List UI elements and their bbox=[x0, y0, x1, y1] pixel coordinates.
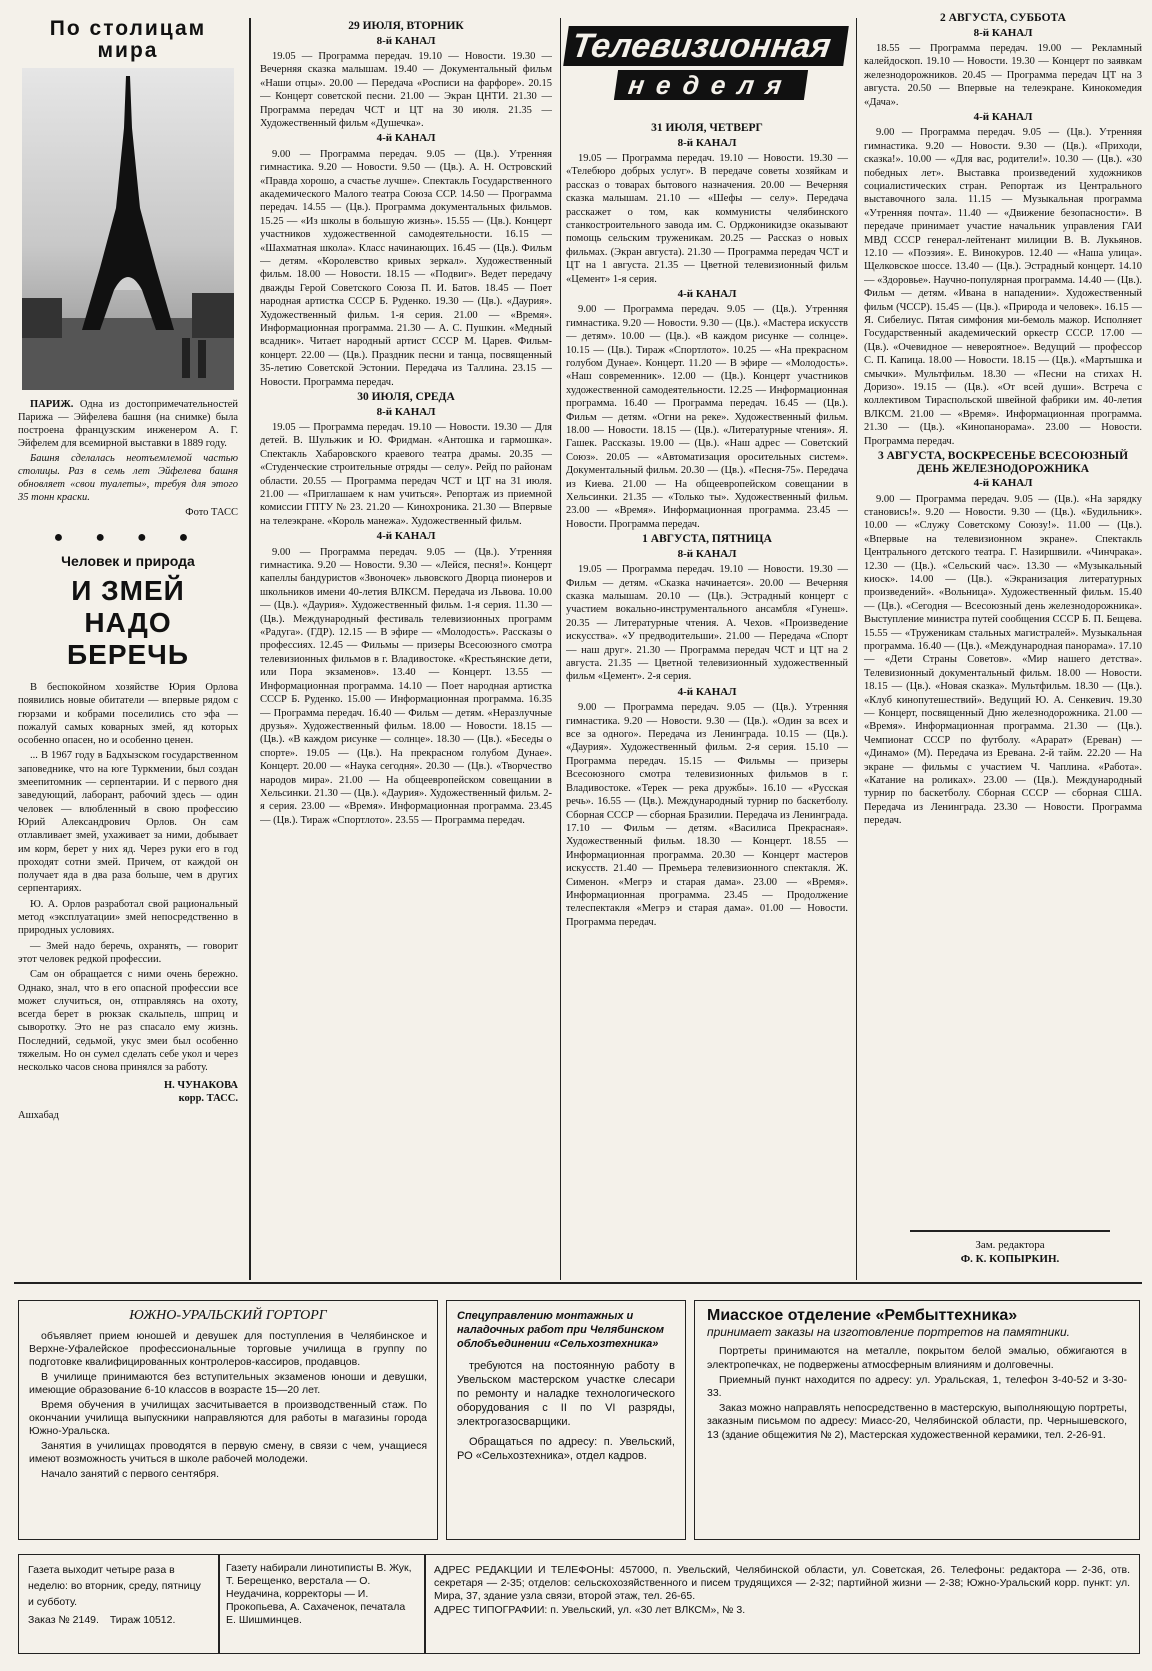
article-paragraph: Сам он обращается с ними очень бережно. Однако, знал, что в его опасной профессии все может случиться, он, отправляясь на охоту, всегда берет в рюкзак скальпель, шприц и сыворотку. Это не раз спасало ему жизнь. Последний, седьмой, укус змеи был особенно тяжелым. Но он сумел сделать себе укол и через несколько часов снова принялся за работу. bbox=[18, 969, 238, 1074]
print-run: Тираж 10512. bbox=[109, 1614, 176, 1626]
program-listing: 19.05 — Программа передач. 19.10 — Новости. 19.30 — Фильм — детям. «Сказка начинается». 20.00 — Вечерняя сказка малышам. 20.10 — (Цв.). Эстрадный концерт с участием вокально-инструментального ансамбля «Гунеш». 20.35 — Литературные чтения. А. Чехов. «Произведение искусства». «У предводительши». 21.00 — Передача «Спорт — наш друг». 21.30 — Программа передач ЧСТ и ЦТ на 2 августа. 21.35 — Цветной телевизионный художественный фильм «Цемент». 2-я серия. bbox=[566, 564, 848, 683]
tv-logo-line2: неделя bbox=[614, 70, 808, 100]
article-author: Н. ЧУНАКОВА bbox=[163, 1079, 238, 1091]
left-column bbox=[18, 18, 238, 1280]
program-listing: 9.00 — Программа передач. 9.05 — (Цв.). Утренняя гимнастика. 9.20 — Новости. 9.30 — (Цв.). «Приходи, сказка!». 10.00 — «Для вас, родители!». 10.30 — (Цв.). «30 победных лет». Выставка произведений художников социалистических стран. Репортаж из Центрального выставочного зала. 11.15 — Музыкальная программа «Утренняя почта». 11.40 — «Движение безопасности». В передаче принимает участие начальник управления ГАИ МВД СССР генерал-лейтенант милиции В. В. Лукьянов. 12.10 — «Поэзия». Е. Винокуров. 12.40 — «Наша улица». Щелковское шоссе. 13.40 — (Цв.). Эстрадный концерт. 14.10 — «Здоровье». Научно-популярная программа. 14.40 — (Цв.). Фильм — детям. «Ивана в нападении». Художественный фильм (ЧССР). 15.45 — (Цв.). «Природа и человек». 16.15 — Я. Сибелиус. Пятая симфония ми-бемоль мажор. Исполняет Государственный академический оркестр СССР. 17.00 — (Цв.). «Очевидное — невероятное». Ведущий — профессор С. П. Капица. 18.00 — Новости. 18.15 — (Цв.). «Мартышка и смычки». Мультфильм. 18.30 — «Песни на стихах Н. Доризо». 19.15 — (Цв.). «От всей души». Встреча с коллективом Тираспольской швейной фабрики им. 40-летия ВЛКСМ. 21.00 — «Время». Информационная программа. 21.30 — (Цв.). «Кинопанорама». 23.00 — Новости. Программа передач. bbox=[864, 127, 1142, 447]
channel-header: 4-й КАНАЛ bbox=[376, 132, 436, 145]
rubric: Человек и природа bbox=[61, 553, 195, 569]
page-divider bbox=[14, 1282, 1142, 1284]
column-divider bbox=[856, 18, 857, 1280]
ad-title: ЮЖНО-УРАЛЬСКИЙ ГОРТОРГ bbox=[129, 1308, 327, 1323]
day-header: 29 ИЮЛЯ, ВТОРНИК bbox=[348, 20, 464, 32]
channel-header: 8-й КАНАЛ bbox=[677, 136, 737, 149]
ad-paragraph: Занятия в училищах проводятся в первую смену, в связи с чем, учащиеся имеют возможность учиться в школе рабочей молодежи. bbox=[29, 1440, 427, 1465]
footer-staff bbox=[226, 1562, 416, 1650]
column-divider bbox=[560, 18, 561, 1280]
channel-header: 4-й КАНАЛ bbox=[677, 287, 737, 300]
ad-paragraph: Начало занятий с первого сентября. bbox=[41, 1468, 220, 1480]
day-header: 30 ИЮЛЯ, СРЕДА bbox=[357, 391, 455, 404]
program-listing: 9.00 — Программа передач. 9.05 — (Цв.). Утренняя гимнастика. 9.20 — Новости. 9.30 — (Цв.). «Один за всех и все за одного». Передача из Ленинграда. 10.15 — (Цв.). «Даурия». Художественный фильм. 2-я серия. 15.10 — Программа передач. 15.15 — Фильмы — призеры Всесоюзного смотра телевизионных фильмов в г. Владивостоке. «Терек — река дружбы». 16.10 — «Русская речь». 16.55 — (Цв.). Международный турнир по баскетболу. Сборная СССР — сборная Бразилии. Передача из Ленинграда. 17.10 — Фильм — детям. «Василиса Прекрасная». Художественный фильм. 18.30 — Концерт. 18.55 — Информационная программа. 20.30 — Концерт мастеров искусств. 21.40 — Премьера телевизионного спектакля. Ж. Сименон. «Мегрэ и старая дама». 23.00 — «Время». Информационная программа. 23.45 — Продолжение телеспектакля «Мегрэ и старая дама». 01.00 — Новости. Программа передач. bbox=[566, 702, 848, 928]
ad-paragraph: Портреты принимаются на металле, покрытом белой эмалью, обжигаются в электропечках, не подвержены атмосферным влияниям и долговечны. bbox=[707, 1345, 1127, 1371]
eiffel-tower-photo bbox=[22, 68, 234, 390]
channel-header: 8-й КАНАЛ bbox=[677, 547, 737, 560]
ad-paragraph: Обращаться по адресу: п. Увельский, РО «Сельхозтехника», отдел кадров. bbox=[457, 1436, 675, 1462]
day-header: 1 АВГУСТА, ПЯТНИЦА bbox=[642, 533, 772, 546]
ad-gorgtorg bbox=[18, 1300, 438, 1540]
program-listing: 18.55 — Программа передач. 19.00 — Рекламный калейдоскоп. 19.10 — Новости. 19.30 — Концерт по заявкам железнодорожников. 20.45 — Программа передач ЦТ на 3 августа. 20.50 — Впервые на телеэкране. Кинокомедия «Дача». bbox=[864, 42, 1142, 108]
channel-header: 8-й КАНАЛ bbox=[376, 34, 436, 47]
day-header: 3 АВГУСТА, ВОСКРЕСЕНЬЕ ВСЕСОЮЗНЫЙ ДЕНЬ ЖЕЛЕЗНОДОРОЖНИКА bbox=[877, 450, 1129, 475]
ad-title: Миасское отделение «Рембыттехника» bbox=[707, 1307, 1018, 1324]
photo-credit: Фото ТАСС bbox=[185, 507, 238, 518]
article-paragraph: Ю. А. Орлов разработал свой рациональный метод «эксплуатации» змей непосредственно в природных условиях. bbox=[18, 898, 238, 937]
headline: И ЗМЕЙ НАДО БЕРЕЧЬ bbox=[67, 575, 189, 670]
program-listing: 9.00 — Программа передач. 9.05 — (Цв.). Утренняя гимнастика. 9.20 — Новости. 9.30 — «Лейся, песня!». Концерт капеллы бандуристов «Звоночек» львовского Дворца пионеров и школьников имени 40-летия ВЛКСМ. Передача из Львова. 10.00 — (Цв.). «Даурия». Художественный фильм. 1-я серия. 11.30 — (Цв.). Международный фестиваль телевизионных программ «Радуга». (ГДР). 12.15 — В эфире — «Молодость». Рассказы о профессиях. 12.45 — Фильмы — призеры Всесоюзного смотра телевизионных фильмов в г. Владивостоке. «Крестьянские дети, или Пора экзаменов». 13.40 — Концерт. 13.55 — Информационная программа. 14.10 — Поет народная артистка СССР Б. Руденко. 15.00 — Информационная программа. 16.35 — Программа передач. 16.40 — Фильм — детям. «Неразлучные друзья». Художественный фильм. 18.00 — Новости. 18.15 — (Цв.). «В каждом рисунке — солнце». 18.30 — (Цв.). «Беседы о спорте». 19.05 — (Цв.). На прекрасном голубом Дунае». Концерт. 20.00 — «Наука сегодня». 20.30 — (Цв.). «Творчество народов мира». 21.00 — На общеевропейском совещании в Хельсинки. 21.30 — (Цв.). «Даурия». Художественный фильм. 2-я серия. 23.00 — «Время». Информационная программа. 23.45 — (Цв.). Тираж «Спортлото». 23.55 — Программа передач. bbox=[260, 546, 552, 826]
channel-header: 8-й КАНАЛ bbox=[973, 26, 1033, 39]
printing-address: АДРЕС ТИПОГРАФИИ: п. Увельский, ул. «30 лет ВЛКСМ», № 3. bbox=[434, 1604, 746, 1617]
caption-bold: ПАРИЖ. bbox=[30, 399, 74, 410]
article-body bbox=[18, 681, 238, 1123]
eiffel-tower-icon bbox=[22, 68, 234, 390]
footer-divider bbox=[424, 1554, 426, 1654]
footer-order-line bbox=[28, 1612, 208, 1628]
ad-paragraph: требуются на постоянную работу в Увельском мастерском участке слесари по ремонту и наладке технологического оборудования с II по VI разряды, электрогазосварщики. bbox=[457, 1360, 675, 1428]
ad-spets bbox=[446, 1300, 686, 1540]
editor-rule bbox=[910, 1230, 1110, 1232]
caption-text: Одна из достопримечательностей Парижа — Эйфелева башня (на снимке) была построена французским инженером А. Г. Эйфелем для всемирной выставки в 1889 году. bbox=[18, 399, 238, 449]
editor-name: Ф. К. КОПЫРКИН. bbox=[960, 1253, 1060, 1265]
footer-frequency bbox=[28, 1562, 208, 1650]
editorial-address: АДРЕС РЕДАКЦИИ И ТЕЛЕФОНЫ: 457000, п. Увельский, Челябинской области, ул. Советская, 26. Телефоны: редактора — 2-36, отв. секретаря — 2-35; отделов: сельскохозяйственного и писем трудящихся — 2-32; партийной жизни — 2-38; Южно-Уральский корр. пункт: ул. Мира, 37, здание узла связи, второй этаж, тел. 26-65. bbox=[434, 1564, 1130, 1602]
column-divider bbox=[249, 18, 251, 1280]
channel-header: 4-й КАНАЛ bbox=[973, 110, 1033, 123]
frequency-text: Газета выходит четыре раза в неделю: во вторник, среду, пятницу и субботу. bbox=[28, 1564, 201, 1608]
article-paragraph: В беспокойном хозяйстве Юрия Орлова появились новые обитатели — впервые рядом с гюрзами и кобрами поселились сто эфа — пожалуй самых коварных змей, яд которых особенно опасен, но и особенно ценен. bbox=[18, 682, 238, 747]
program-listing: 19.05 — Программа передач. 19.10 — Новости. 19.30 — «Телебюро добрых услуг». В передаче советы хозяйкам и рассказ о товарах бытового назначения. 20.00 — Вечерняя сказка малышам. 21.10 — «Шефы — селу». Передача расскажет о том, как коммунисты челябинского станкостроительного завода им. С. Орджоникидзе оказывают помощь сельским труженикам. 20.25 — Рассказ о новых фильмах. (Экран августа). 21.30 — Программа передач ЧСТ и ЦТ на 1 августа. 21.35 — Цветной телевизионный фильм «Цемент» 1-я серия. bbox=[566, 152, 848, 285]
tv-logo bbox=[566, 26, 846, 104]
article-place: Ашхабад bbox=[18, 1110, 59, 1122]
ad-paragraph: Приемный пункт находится по адресу: ул. Уральская, 1, телефон 3-40-52 и 3-30-33. bbox=[707, 1373, 1127, 1400]
editor-role: Зам. редактора bbox=[975, 1239, 1045, 1251]
footer-address bbox=[434, 1564, 1130, 1650]
ad-paragraph: В училище принимаются без вступительных экзаменов юноши и девушки, имеющие образование 6-10 классов в возрасте 15—20 лет. bbox=[29, 1371, 427, 1396]
ad-rembyt bbox=[694, 1300, 1140, 1540]
tv-column-4 bbox=[864, 10, 1142, 1225]
tv-column-3 bbox=[566, 120, 848, 1280]
section-heading: По столицам мира bbox=[49, 17, 207, 62]
photo-caption bbox=[18, 398, 238, 519]
ad-paragraph: Заказ можно направлять непосредственно в мастерскую, выполняющую портреты, заказным письмом по адресу: Миасс-20, Челябинской области, пр. Чернышевского, 13 (здание общежития № 2), Мастерская художественной керамики, тел. 2-26-91. bbox=[707, 1402, 1127, 1441]
channel-header: 4-й КАНАЛ bbox=[376, 530, 436, 543]
article-paragraph: — Змей надо беречь, охранять, — говорит этот человек редкой профессии. bbox=[18, 940, 238, 965]
tv-column-2 bbox=[260, 18, 552, 1280]
editor-block bbox=[890, 1230, 1130, 1266]
tv-logo-line1: Телевизионная bbox=[563, 26, 849, 66]
program-listing: 19.05 — Программа передач. 19.10 — Новости. 19.30 — Для детей. В. Шульжик и Ю. Фридман. «Антошка и гармошка». Спектакль Хабаровского краевого театра драмы. 20.35 — «Студенческие строительные отряды — селу». Рейд по районам области. 20.55 — Программа передач ЧСТ и ЦТ на 31 июля. 21.00 — «Приглашаем к нам учиться». Репортаж из приемной комиссии ГПТУ № 23. 21.20 — Кинохроника. 21.30 — Впервые на телеэкране. «Король манежа». Художественный фильм. bbox=[260, 421, 552, 527]
channel-header: 4-й КАНАЛ bbox=[677, 685, 737, 698]
program-listing: 9.00 — Программа передач. 9.05 — (Цв.). Утренняя гимнастика. 9.20 — Новости. 9.50 — (Цв.). А. Н. Островский «Правда хорошо, а счастье лучше». Спектакль Государственного академического Малого театра Союза ССР. 14.50 — Программа передач. 14.55 — (Цв.). Программа документальных фильмов. 15.25 — «Из школы в большую жизнь». 15.55 — (Цв.). Концерт участников художественной самодеятельности. 16.15 — «Шахматная школа». Класс начинающих. 16.45 — (Цв.). Фильм — детям. «Королевство кривых зеркал». Художественный фильм. 18.00 — Новости. 18.15 — «Подвиг». Ведет передачу дважды Герой Советского Союза П. И. Батов. 18.45 — Поет народная артистка СССР Б. Руденко. 19.30 — (Цв.). «Даурия». Художественный фильм. 1-я серия. 21.00 — «Время». Информационная программа. 21.30 — А. С. Пушкин. «Медный всадник». Читает народный артист СССР М. Царев. Фильм-концерт. 22.00 — (Цв.). Праздник песни и танца, посвященный 35-летию Советской Эстонии. Передача из Таллина. 23.15 — Новости. Программа передач. bbox=[260, 148, 552, 388]
program-listing: 9.00 — Программа передач. 9.05 — (Цв.). Утренняя гимнастика. 9.20 — Новости. 9.30 — (Цв.). «Мастера искусств — детям». 10.00 — (Цв.). «В каждом рисунке — солнце». 10.15 — (Цв.). Тираж «Спортлото». 10.25 — «На прекрасном голубом Дунае». Концерт. 11.20 — В эфире — «Молодость». «Наш современник». 12.00 — (Цв.). Концерт участников художественной самодеятельности. 12.25 — Информационная программа. 16.40 — Программа передач. 16.45 — (Цв.). Фильм — детям. «Огни на реке». Художественный фильм. 18.00 — Новости. 18.15 — (Цв.). «Литературные чтения». Я. Гашек. Рассказы. 19.00 — (Цв.). «Наш адрес — Советский Союз». 20.05 — «Автоматизация оросительных систем». Документальный фильм. 20.30 — (Цв.). «Песня-75». Передача из Киева. 21.00 — На общеевропейском совещании в Хельсинки. 21.35 — «Только ты». Художественный фильм. 23.00 — «Время». Информационная программа. 23.45 — Новости. Программа передач. bbox=[566, 304, 848, 530]
order-number: Заказ № 2149. bbox=[28, 1614, 99, 1626]
article-author-role: корр. ТАСС. bbox=[178, 1092, 238, 1104]
ad-subtitle: принимает заказы на изготовление портретов на памятники. bbox=[707, 1325, 1071, 1340]
program-listing: 19.05 — Программа передач. 19.10 — Новости. 19.30 — Вечерняя сказка малышам. 19.40 — Документальный фильм «Наши отцы». 20.00 — Передача «Росписи на фарфоре». 20.15 — Концерт советской песни. 21.00 — Экран ЦНТИ. 21.30 — Программа передач ЧСТ и ЦТ на 30 июля. 21.35 — Художественный фильм «Душечка». bbox=[260, 50, 552, 129]
ad-paragraph: объявляет прием юношей и девушек для поступления в Челябинское и Верхне-Уфалейское профессиональные торговые училища в группу по подготовке квалифицированных контролеров-кассиров, продавцов. bbox=[29, 1330, 427, 1368]
ad-title: Спецуправлению монтажных и наладочных работ при Челябинском облобъединении «Сельхозтехника» bbox=[457, 1310, 664, 1350]
ad-paragraph: Время обучения в училищах засчитывается в производственный стаж. По окончании училища выпускники направляются для работы в магазины города Южно-Уральска. bbox=[29, 1399, 427, 1437]
article-paragraph: ... В 1967 году в Бадхызском государственном заповеднике, что на юге Туркмении, был создан змеепитомник — серпентарии. И с первого дня заведующий, лаборант, рабочий здесь — один человек — влюбленный в свою профессию Юрий Александрович Орлов. Он сам отлавливает змей, ухаживает за ними, добывает им корм, берет у них яд. Через руки его в год проходят сотни змей. Причем, от каждой он получает яда в два раза больше, чем в других серпентариях. bbox=[18, 750, 238, 895]
footer-divider bbox=[218, 1554, 220, 1654]
program-listing: 9.00 — Программа передач. 9.05 — (Цв.). «На зарядку становись!». 9.20 — Новости. 9.30 — (Цв.). «Будильник». 10.00 — «Служу Советскому Союзу!». 11.00 — (Цв.). «Впервые на телевизионном экране». Спектакль Центрального детского театра. Г. Назиршвили. «Чинчрака». 12.30 — (Цв.). «Сельский час». 13.30 — «Музыкальный киоск». 14.00 — (Цв.). «Экранизация литературных произведений». «Вольница». Художественный фильм. 15.40 — (Цв.). «Сегодня — Всесоюзный день железнодорожника». Выступление министра путей сообщения СССР Б. П. Бещева. 15.55 — «Труженикам стальных магистралей». Музыкальная программа. 16.40 — (Цв.). «Международная панорама». 17.10 — «Дети Страны Советов». «Мир нашего детства». Телевизионный документальный фильм. 18.00 — Новости. 18.15 — (Цв.). «Новая сказка». Мультфильм. 18.30 — (Цв.). «Клуб кинопутешествий». Ведущий Ю. А. Сенкевич. 19.30 — Концерт, посвященный Дню железнодорожника. 21.00 — «Время». Информационная программа. 21.30 — (Цв.). Чемпионат СССР по футболу. «Арарат» (Ереван) — «Динамо» (М). Передача из Еревана. 2-й тайм. 22.20 — На экране — фильмы с участием Ч. Чаплина. «Работа». «Катание на роликах». 23.00 — (Цв.). Международный турнир по баскетболу. Сборная СССР — сборная США. Передача из Ленинграда. 23.30 — Новости. Программа передач. bbox=[864, 493, 1142, 827]
channel-header: 8-й КАНАЛ bbox=[376, 405, 436, 418]
decorative-dots: ● ● ● ● bbox=[53, 529, 203, 546]
channel-header: 4-й КАНАЛ bbox=[973, 477, 1033, 490]
staff-text: Газету набирали линотиписты В. Жук, Т. Берещенко, верстала — О. Неудачина, корректоры — И. Прокопьева, А. Сахаченок, печатала Е. Шишминцев. bbox=[226, 1562, 412, 1626]
day-header: 31 ИЮЛЯ, ЧЕТВЕРГ bbox=[651, 122, 763, 134]
caption-text-2: Башня сделалась неотъемлемой частью столицы. Раз в семь лет Эйфелева башня обновляет «свои туалеты», требуя для этого 35 тонн краски. bbox=[18, 453, 238, 503]
day-header: 2 АВГУСТА, СУББОТА bbox=[940, 12, 1066, 24]
